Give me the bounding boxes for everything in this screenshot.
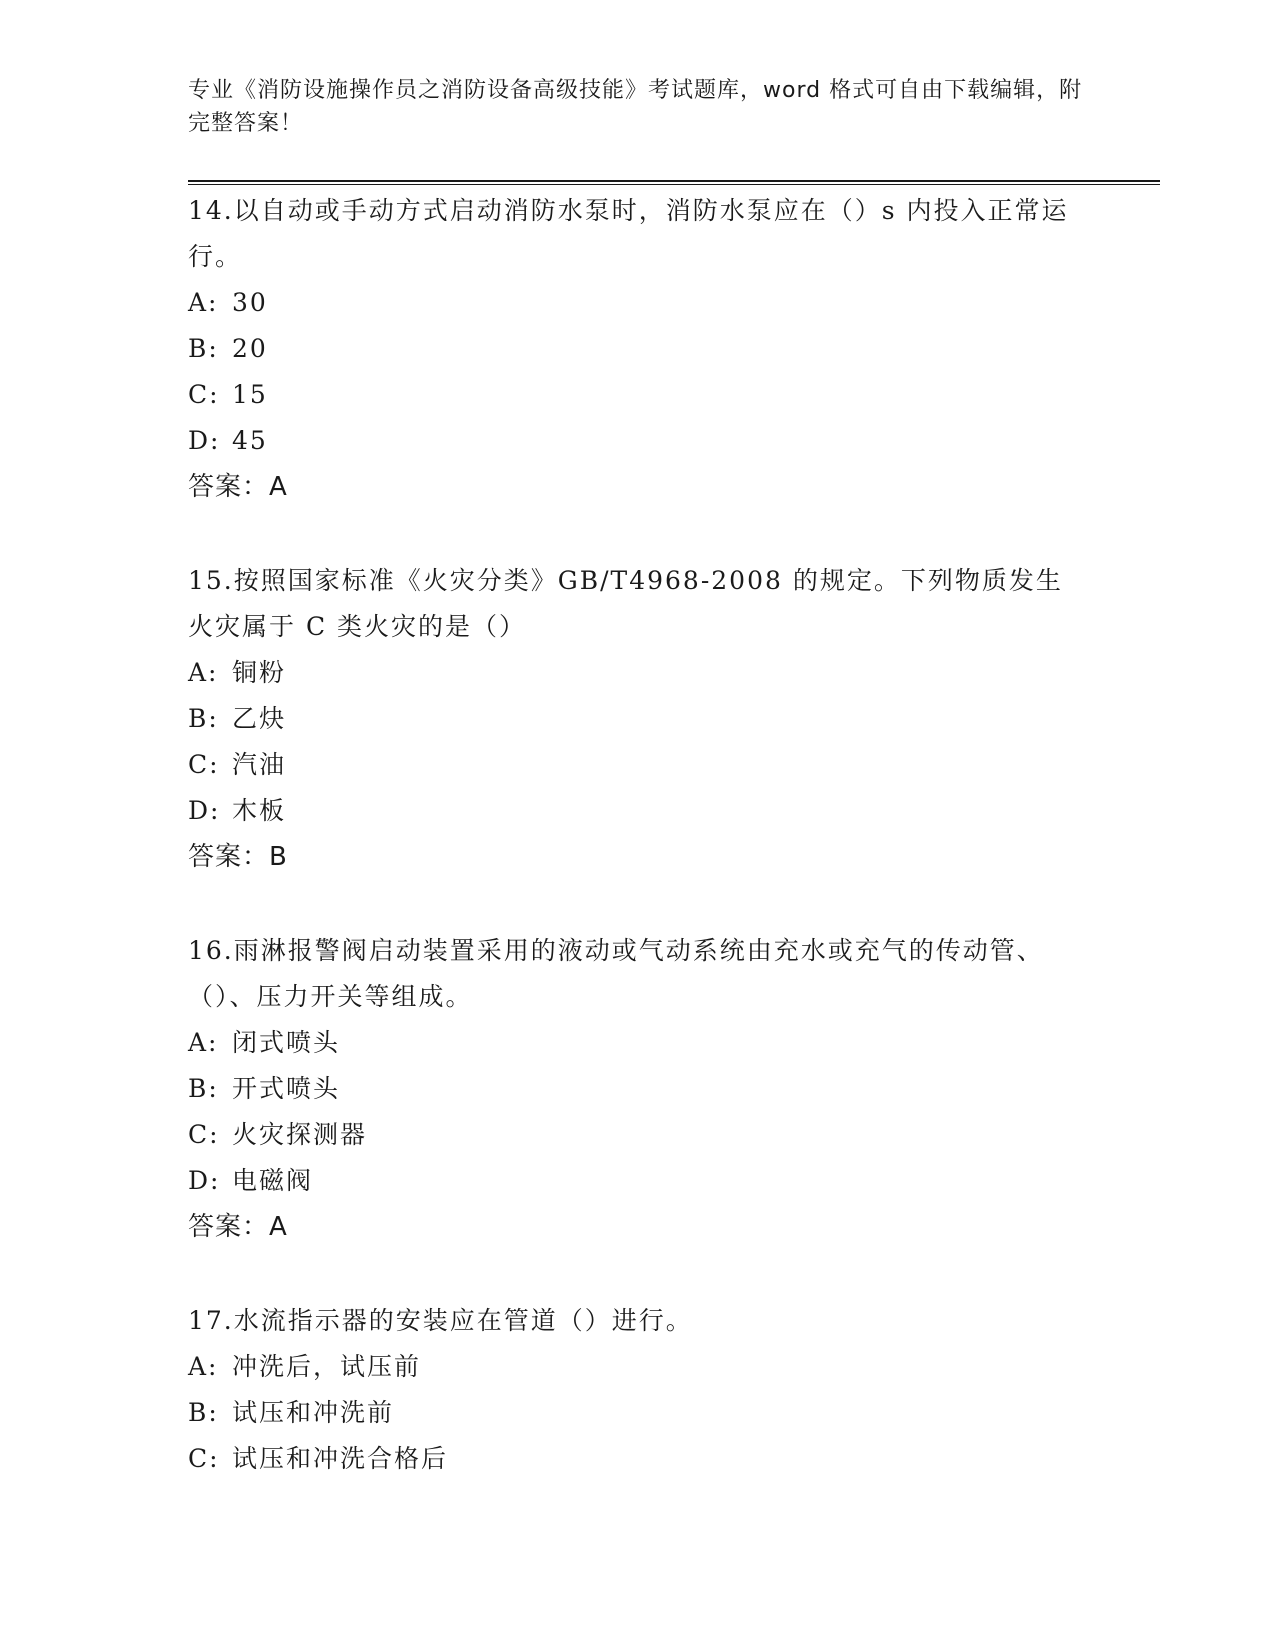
option-a bbox=[188, 1344, 1088, 1390]
option-text: 木板 bbox=[232, 796, 287, 825]
option-a bbox=[188, 280, 1088, 326]
option-c bbox=[188, 1112, 1088, 1158]
option-text: 冲洗后，试压前 bbox=[232, 1352, 422, 1381]
option-a bbox=[188, 1020, 1088, 1066]
answer-line: 答案：B bbox=[188, 842, 288, 872]
option-letter: C: bbox=[188, 380, 220, 409]
option-text: 火灾探测器 bbox=[232, 1120, 368, 1149]
header-divider bbox=[188, 180, 1160, 185]
option-c bbox=[188, 742, 1088, 788]
question-14 bbox=[188, 188, 1088, 510]
option-text: 电磁阀 bbox=[232, 1166, 314, 1195]
question-text: 17.水流指示器的安装应在管道（）进行。 bbox=[188, 1306, 693, 1335]
question-text: 15.按照国家标准《火灾分类》GB/T4968-2008 的规定。下列物质发生火灾属于 C 类火灾的是（） bbox=[188, 566, 1063, 641]
option-text: 乙炔 bbox=[232, 704, 287, 733]
option-letter: A: bbox=[188, 658, 219, 687]
answer-line: 答案：A bbox=[188, 1212, 288, 1242]
option-c bbox=[188, 372, 1088, 418]
option-b bbox=[188, 696, 1088, 742]
option-c bbox=[188, 1436, 1088, 1482]
option-b bbox=[188, 1390, 1088, 1436]
question-17 bbox=[188, 1298, 1088, 1482]
option-text: 45 bbox=[232, 426, 268, 455]
option-letter: D: bbox=[188, 426, 221, 455]
option-letter: A: bbox=[188, 288, 219, 317]
document-header: 专业《消防设施操作员之消防设备高级技能》考试题库，word 格式可自由下载编辑，附完整答案！ bbox=[188, 78, 1083, 136]
option-letter: C: bbox=[188, 1444, 220, 1473]
option-letter: B: bbox=[188, 1398, 219, 1427]
option-letter: D: bbox=[188, 1166, 221, 1195]
option-text: 30 bbox=[232, 288, 268, 317]
option-d bbox=[188, 1158, 1088, 1204]
question-15 bbox=[188, 558, 1088, 880]
option-b bbox=[188, 1066, 1088, 1112]
option-text: 闭式喷头 bbox=[232, 1028, 341, 1057]
question-spacer bbox=[188, 510, 1088, 558]
option-text: 15 bbox=[232, 380, 268, 409]
answer-line: 答案：A bbox=[188, 472, 288, 502]
option-letter: C: bbox=[188, 1120, 220, 1149]
option-letter: A: bbox=[188, 1028, 219, 1057]
option-a bbox=[188, 650, 1088, 696]
option-letter: B: bbox=[188, 704, 219, 733]
option-letter: D: bbox=[188, 796, 221, 825]
question-text: 14.以自动或手动方式启动消防水泵时，消防水泵应在（）s 内投入正常运行。 bbox=[188, 196, 1069, 271]
option-d bbox=[188, 418, 1088, 464]
question-list bbox=[188, 188, 1088, 1482]
option-d bbox=[188, 788, 1088, 834]
option-text: 汽油 bbox=[232, 750, 287, 779]
option-text: 试压和冲洗合格后 bbox=[232, 1444, 449, 1473]
question-spacer bbox=[188, 1250, 1088, 1298]
option-letter: C: bbox=[188, 750, 220, 779]
option-text: 20 bbox=[232, 334, 268, 363]
option-b bbox=[188, 326, 1088, 372]
question-16 bbox=[188, 928, 1088, 1250]
option-text: 铜粉 bbox=[232, 658, 287, 687]
option-letter: A: bbox=[188, 1352, 219, 1381]
question-text: 16.雨淋报警阀启动装置采用的液动或气动系统由充水或充气的传动管、（）、压力开关等组成。 bbox=[188, 936, 1044, 1011]
option-text: 开式喷头 bbox=[232, 1074, 341, 1103]
option-letter: B: bbox=[188, 1074, 219, 1103]
option-text: 试压和冲洗前 bbox=[232, 1398, 395, 1427]
option-letter: B: bbox=[188, 334, 219, 363]
question-spacer bbox=[188, 880, 1088, 928]
